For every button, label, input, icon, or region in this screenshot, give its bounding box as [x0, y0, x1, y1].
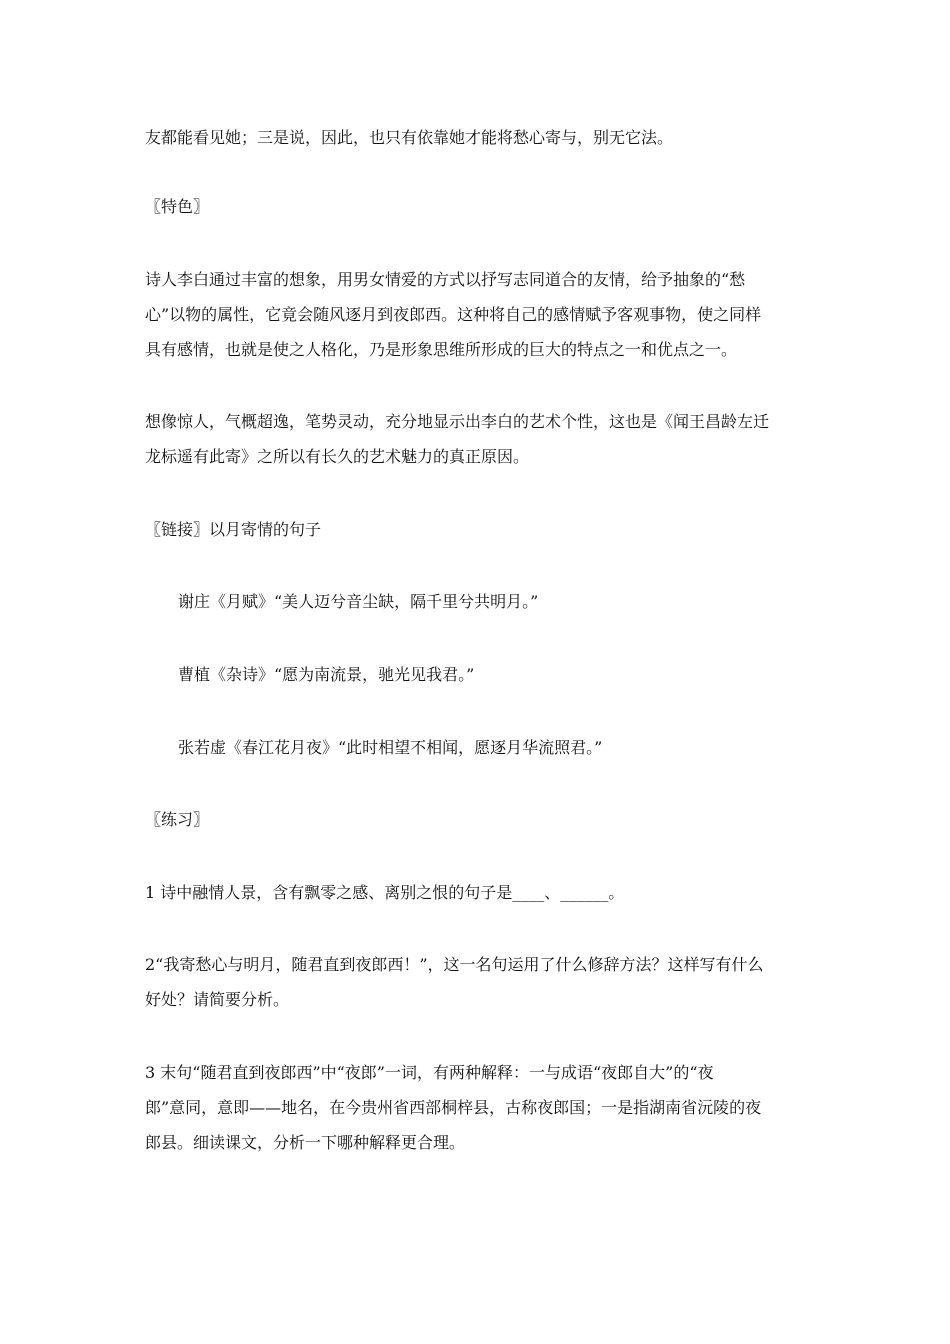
- exercise-3-line-1: 3 末句“随君直到夜郎西”中“夜郎”一词，有两种解释：一与成语“夜郎自大”的“夜: [145, 1063, 714, 1082]
- exercise-2-line-2: 好处？请简要分析。: [145, 990, 290, 1009]
- quote-cao-zhi: 曹植《杂诗》“愿为南流景，驰光见我君。”: [178, 665, 475, 684]
- section-heading-lianxi: 〖练习〗: [145, 810, 210, 829]
- paragraph-review-line-1: 想像惊人，气概超逸，笔势灵动，充分地显示出李白的艺术个性，这也是《闻王昌龄左迁: [145, 412, 770, 431]
- quote-zhang-ruoxu: 张若虚《春江花月夜》“此时相望不相闻，愿逐月华流照君。”: [178, 738, 603, 757]
- quote-xie-zhuang: 谢庄《月赋》“美人迈兮音尘缺，隔千里兮共明月。”: [178, 592, 539, 611]
- paragraph-tese-line-3: 具有感情，也就是使之人格化，乃是形象思维所形成的巨大的特点之一和优点之一。: [145, 340, 738, 359]
- paragraph-continuation: 友都能看见她；三是说，因此，也只有依靠她才能将愁心寄与，别无它法。: [145, 128, 674, 147]
- paragraph-review-line-2: 龙标遥有此寄》之所以有长久的艺术魅力的真正原因。: [145, 447, 530, 466]
- exercise-3-line-2: 郎”意同，意即——地名，在今贵州省西部桐梓县，古称夜郎国；一是指湖南省沅陵的夜: [145, 1098, 762, 1117]
- paragraph-tese-line-1: 诗人李白通过丰富的想象，用男女情爱的方式以抒写志同道合的友情，给予抽象的“愁: [145, 270, 746, 289]
- exercise-1: 1 诗中融情人景，含有飘零之感、离别之恨的句子是____、______。: [145, 883, 625, 902]
- exercise-3-line-3: 郎县。细读课文，分析一下哪种解释更合理。: [145, 1133, 466, 1152]
- section-heading-lianjie: 〖链接〗以月寄情的句子: [145, 520, 322, 539]
- paragraph-tese-line-2: 心”以物的属性，它竟会随风逐月到夜郎西。这种将自己的感情赋予客观事物，使之同样: [145, 305, 762, 324]
- exercise-2-line-1: 2“我寄愁心与明月，随君直到夜郎西！”，这一名句运用了什么修辞方法？这样写有什么: [145, 955, 764, 974]
- section-heading-tese: 〖特色〗: [145, 197, 210, 216]
